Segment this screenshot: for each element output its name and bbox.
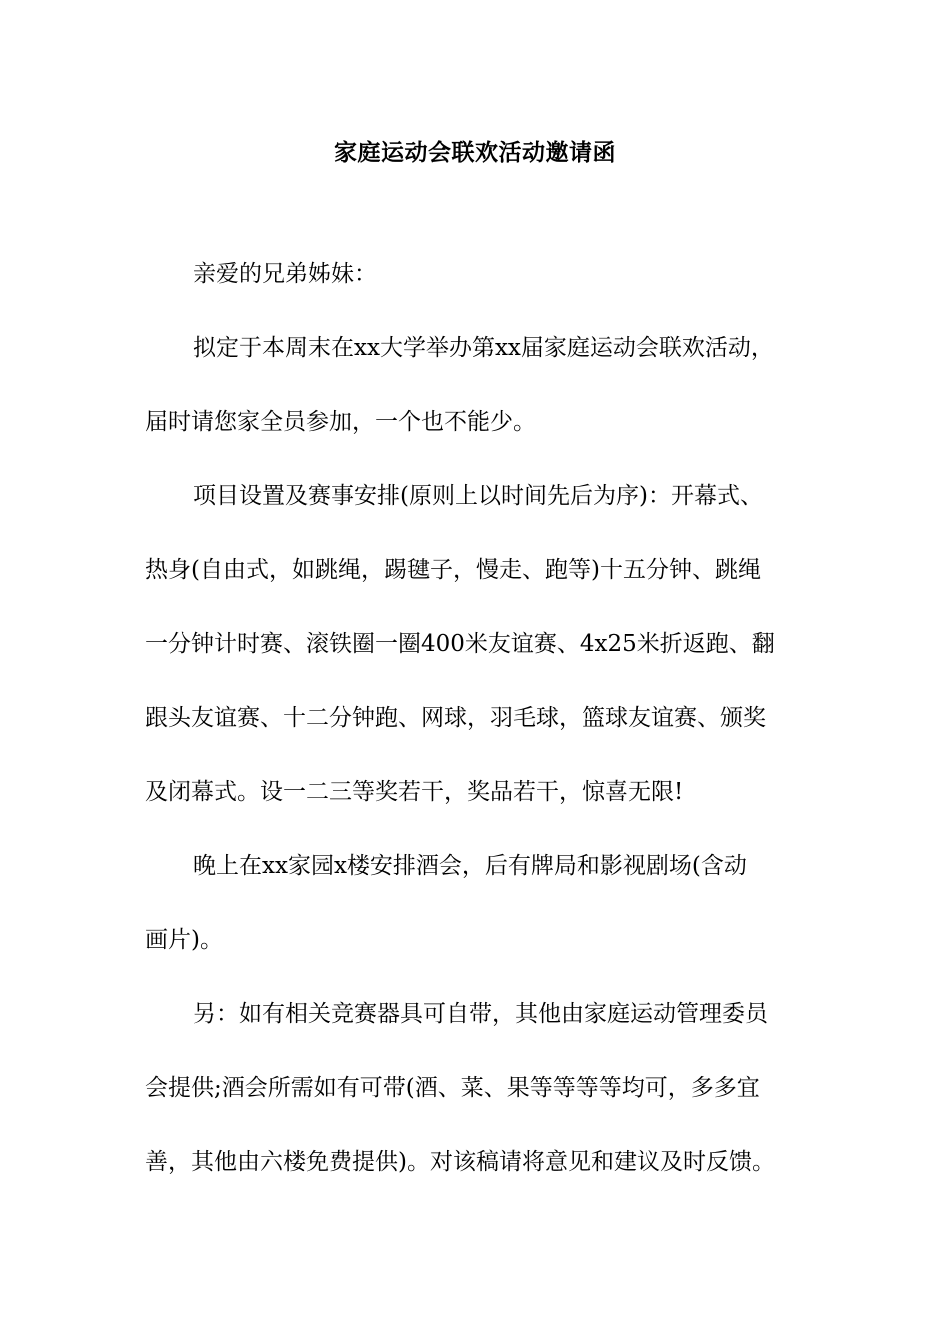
paragraph-line: 晚上在xx家园x楼安排酒会，后有牌局和影视剧场(含动 bbox=[193, 853, 747, 879]
salutation-line: 亲爱的兄弟姊妹： bbox=[193, 261, 377, 287]
paragraph-line: 一分钟计时赛、滚铁圈一圈400米友谊赛、4x25米折返跑、翻 bbox=[145, 631, 775, 657]
paragraph-line: 善，其他由六楼免费提供)。对该稿请将意见和建议及时反馈。 bbox=[145, 1149, 775, 1175]
paragraph-line: 会提供;酒会所需如有可带(酒、菜、果等等等等均可，多多宜 bbox=[145, 1075, 760, 1101]
paragraph-line: 届时请您家全员参加，一个也不能少。 bbox=[145, 409, 536, 435]
paragraph-line: 另：如有相关竞赛器具可自带，其他由家庭运动管理委员 bbox=[193, 1001, 768, 1027]
document-body bbox=[145, 256, 825, 1218]
paragraph-line: 拟定于本周末在xx大学举办第xx届家庭运动会联欢活动， bbox=[193, 335, 774, 361]
document-title: 家庭运动会联欢活动邀请函 bbox=[334, 139, 616, 166]
paragraph-line: 热身(自由式，如跳绳，踢毽子，慢走、跑等)十五分钟、跳绳 bbox=[145, 557, 761, 583]
paragraph-line: 及闭幕式。设一二三等奖若干，奖品若干，惊喜无限! bbox=[145, 779, 684, 805]
paragraph-line: 跟头友谊赛、十二分钟跑、网球，羽毛球，篮球友谊赛、颁奖 bbox=[145, 705, 766, 731]
paragraph-line: 项目设置及赛事安排(原则上以时间先后为序)：开幕式、 bbox=[193, 483, 763, 509]
paragraph-line: 画片)。 bbox=[145, 927, 223, 953]
